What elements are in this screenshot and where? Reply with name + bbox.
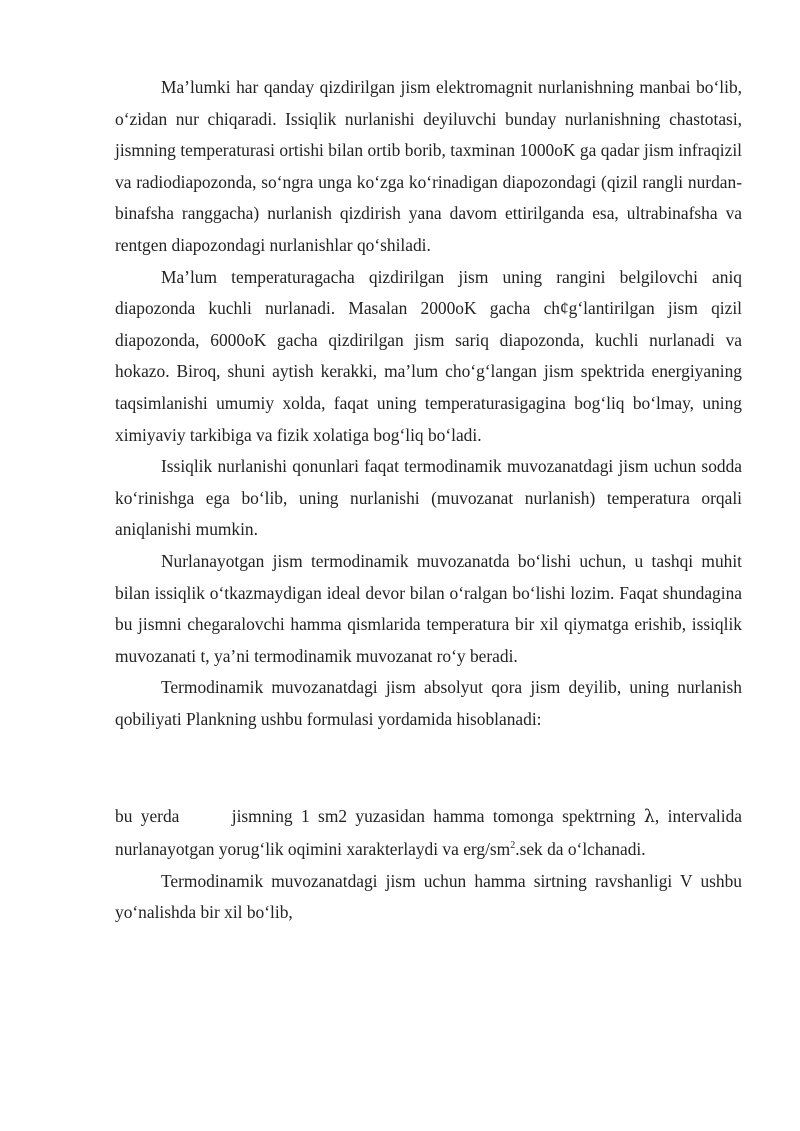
- paragraph-last: Termodinamik muvozanatdagi jism uchun hamma sirtning ravshanligi V ushbu yo‘nalishda bir xil bo‘lib,: [115, 870, 742, 923]
- paragraph-4: Nurlanayotgan jism termodinamik muvozanatda bo‘lishi uchun, u tashqi muhit bilan issiqlik o‘tkazmaydigan ideal devor bilan o‘ralgan bo‘lishi lozim. Faqat shundagina bu jismni chegaralovchi hamma qismlarida temperatura bir xil qiymatga erishib, issiqlik muvozanati t, ya’ni termodinamik muvozanat ro‘y beradi.: [115, 550, 742, 666]
- paragraph-2: Ma’lum temperaturagacha qizdirilgan jism uning rangini belgilovchi aniq diapozonda kuchli nurlanadi. Masalan 2000oK gacha ch¢g‘lantirilgan jism qizil diapozonda, 6000oK gacha qizdirilgan jism sariq diapozonda, kuchli nurlanadi va hokazo. Biroq, shuni aytish kerakki, ma’lum cho‘g‘langan jism spektrida energiyaning taqsimlanishi umumiy xolda, faqat uning temperaturasigagina bog‘liq bo‘lmay, uning ximiyaviy tarkibiga va fizik xolatiga bog‘liq bo‘ladi.: [115, 266, 742, 445]
- formula-placeholder: [115, 735, 742, 801]
- paragraph-5: Termodinamik muvozanatdagi jism absolyut qora jism deyilib, uning nurlanish qobiliyati Plankning ushbu formulasi yordamida hisoblanadi:: [115, 677, 742, 729]
- explanation-part-1: bu yerda: [115, 806, 180, 827]
- paragraph-1: Ma’lumki har qanday qizdirilgan jism elektromagnit nurlanishning manbai bo‘lib, o‘zidan nur chiqaradi. Issiqlik nurlanishi deyiluvchi bunday nurlanishning chastotasi, jismning temperaturasi ortishi bilan ortib borib, taxminan 1000oK ga qadar jism infraqizil va radiodiapozonda, so‘ngra unga ko‘zga ko‘rinadigan diapozondagi (qizil rangli nurdan-binafsha ranggacha) nurlanish qizdirish yana davom ettirilganda esa, ultrabinafsha va rentgen diapozondagi nurlanishlar qo‘shiladi.: [115, 77, 742, 255]
- paragraph-3: Issiqlik nurlanishi qonunlari faqat termodinamik muvozanatdagi jism uchun sodda ko‘rinishga ega bo‘lib, uning nurlanishi (muvozanat nurlanish) temperatura orqali aniqlanishi mumkin.: [115, 456, 742, 540]
- lambda-symbol: λ: [643, 807, 655, 828]
- formula-explanation: [115, 801, 742, 865]
- explanation-part-2: jismning 1 sm2 yuzasidan hamma tomonga spektrning: [231, 806, 636, 827]
- document-page: [115, 72, 742, 929]
- explanation-part-4: .sek da o‘lchanadi.: [515, 839, 646, 860]
- explanation-part-3: , intervalida nurlanayotgan yorug‘lik oqimini xarakterlaydi va erg/sm: [115, 806, 742, 860]
- superscript-2: 2: [510, 840, 516, 852]
